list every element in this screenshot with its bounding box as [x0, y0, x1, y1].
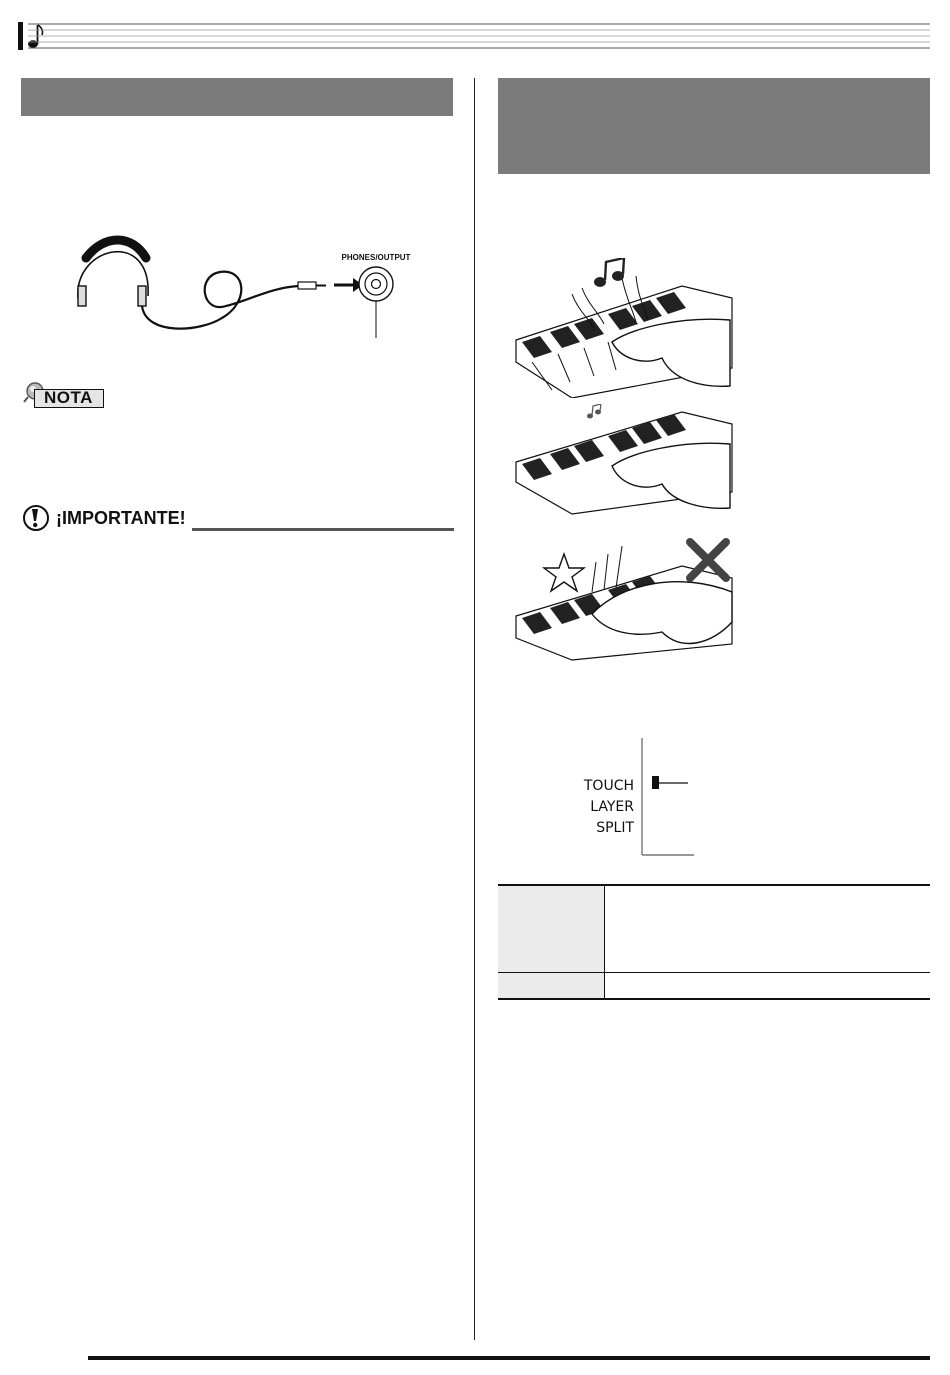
nota-label: NOTA — [44, 388, 93, 407]
indicator-panel-labels — [560, 776, 634, 839]
indicator-panel-frame — [640, 738, 696, 858]
table-row-header — [498, 973, 604, 998]
keyboard-touch-illustration-1 — [512, 258, 734, 398]
music-note-icon — [28, 25, 43, 48]
keyboard-touch-illustration-3 — [512, 532, 734, 662]
importante-heading — [22, 504, 454, 534]
table-row — [498, 973, 930, 998]
right-section-title-bar — [498, 78, 930, 174]
phones-output-label: PHONES/OUTPUT — [341, 253, 411, 262]
importante-label: ¡IMPORTANTE! — [56, 508, 186, 528]
small-music-note-icon — [587, 404, 601, 419]
table-row — [498, 886, 930, 972]
music-notes-icon — [594, 258, 624, 287]
star-icon — [544, 554, 584, 591]
indicator-label-split: SPLIT — [596, 820, 634, 836]
indicator-label-layer: LAYER — [590, 799, 634, 815]
footer-rule — [88, 1356, 930, 1360]
headphones-illustration — [60, 228, 420, 343]
table-row-header — [498, 886, 604, 972]
nota-heading — [22, 380, 104, 408]
left-section-title-bar — [21, 78, 453, 116]
touch-indicator-mark — [652, 776, 659, 789]
settings-table — [498, 884, 930, 1000]
warning-exclamation-icon — [22, 504, 50, 532]
page-header-staff — [18, 22, 930, 50]
column-divider — [474, 78, 475, 1340]
keyboard-touch-illustration-2 — [512, 404, 734, 516]
indicator-label-touch: TOUCH — [583, 778, 634, 794]
